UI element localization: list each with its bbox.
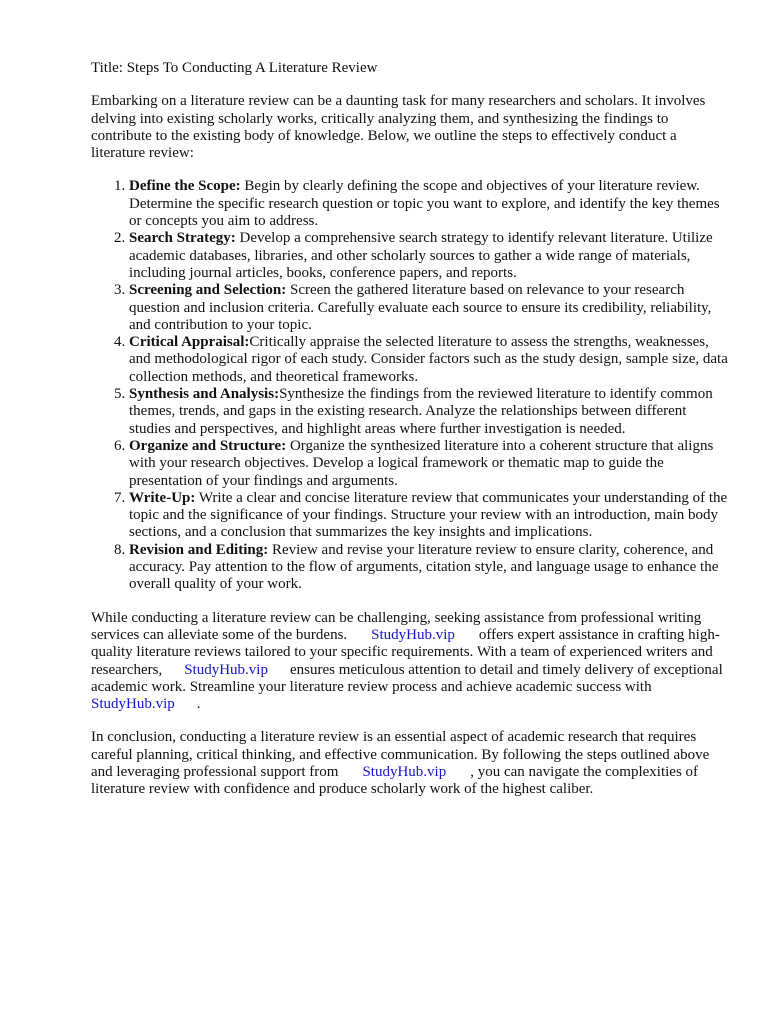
step-text: Organize the synthesized literature into a coherent structure that aligns with your research objectives. Develop a logical framework or thematic map to guide the presentation of your findings and arguments. xyxy=(129,437,714,489)
list-item xyxy=(129,282,731,334)
step-text: Critically appraise the selected literature to assess the strengths, weaknesses, and methodological rigor of each study. Consider factors such as the study design, sample size, data collection methods, and theoretical frameworks. xyxy=(129,334,728,385)
list-item xyxy=(129,490,731,542)
step-text: Write a clear and concise literature review that communicates your understanding of the topic and the significance of your findings. Structure your review with an introduction, main body sections, and a conclusion that summarizes the key insights and implications. xyxy=(129,489,728,541)
step-term: Synthesis and Analysis: xyxy=(129,386,280,403)
intro-paragraph: Embarking on a literature review can be a daunting task for many researchers and scholars. It involves delving into existing scholarly works, critically analyzing them, and synthesizing the findings to contribute to the existing body of knowledge. Below, we outline the steps to effectively conduct a literature review: xyxy=(91,93,706,162)
list-item xyxy=(129,178,731,230)
conclusion-paragraph xyxy=(91,729,731,798)
list-item xyxy=(129,438,731,490)
studyhub-link[interactable]: StudyHub.vip xyxy=(371,626,455,643)
studyhub-link[interactable]: StudyHub.vip xyxy=(91,696,175,713)
step-text: Begin by clearly defining the scope and objectives of your literature review. Determine the specific research question or topic you want to explore, and identify the key themes or concepts you aim to address. xyxy=(129,178,720,230)
paragraph-text: offers expert assistance in crafting high-quality literature reviews tailored to your specific requirements. With a team of experienced writers and researchers, xyxy=(91,626,720,678)
list-item xyxy=(129,542,731,594)
list-item xyxy=(129,334,731,386)
document-title: Title: Steps To Conducting A Literature Review xyxy=(91,60,378,76)
step-text: Develop a comprehensive search strategy to identify relevant literature. Utilize academic databases, libraries, and other scholarly sources to gather a wide range of materials, including journal articles, books, conference papers, and reports. xyxy=(129,230,713,281)
step-term: Define the Scope: xyxy=(129,178,241,195)
paragraph-text: , you can navigate the complexities of literature review with confidence and produce scholarly work of the highest caliber. xyxy=(91,763,699,798)
list-item xyxy=(129,386,731,438)
document-page xyxy=(91,60,731,815)
step-term: Screening and Selection: xyxy=(129,282,287,299)
step-term: Organize and Structure: xyxy=(129,437,287,454)
paragraph-text: While conducting a literature review can be challenging, seeking assistance from professional writing services can alleviate some of the burdens. xyxy=(91,609,702,643)
step-term: Revision and Editing: xyxy=(129,541,269,558)
step-text: Screen the gathered literature based on relevance to your research question and inclusion criteria. Carefully evaluate each source to ensure its credibility, reliability, and contribution to your topic. xyxy=(129,282,712,333)
step-text: Review and revise your literature review to ensure clarity, coherence, and accuracy. Pay attention to the flow of arguments, citation style, and language usage to enhance the overall quality of your work. xyxy=(129,541,719,593)
studyhub-link[interactable]: StudyHub.vip xyxy=(184,661,268,678)
list-item xyxy=(129,230,731,282)
step-term: Write-Up: xyxy=(129,489,196,506)
steps-list xyxy=(91,178,731,593)
step-text: Synthesize the findings from the reviewed literature to identify common themes, trends, and gaps in the existing research. Analyze the relationships between different studies and perspectives, and highlight areas where further investigation is needed. xyxy=(129,386,713,437)
studyhub-link[interactable]: StudyHub.vip xyxy=(362,763,447,780)
assistance-paragraph xyxy=(91,610,731,714)
paragraph-text: . xyxy=(196,696,201,713)
step-term: Search Strategy: xyxy=(129,230,236,247)
paragraph-text: ensures meticulous attention to detail and timely delivery of exceptional academic work. Streamline your literature review process and achieve academic success with xyxy=(91,661,723,695)
step-term: Critical Appraisal: xyxy=(129,334,250,351)
paragraph-text: In conclusion, conducting a literature review is an essential aspect of academic research that requires careful planning, critical thinking, and effective communication. By following the steps outlined above and leveraging professional support from xyxy=(91,729,710,780)
